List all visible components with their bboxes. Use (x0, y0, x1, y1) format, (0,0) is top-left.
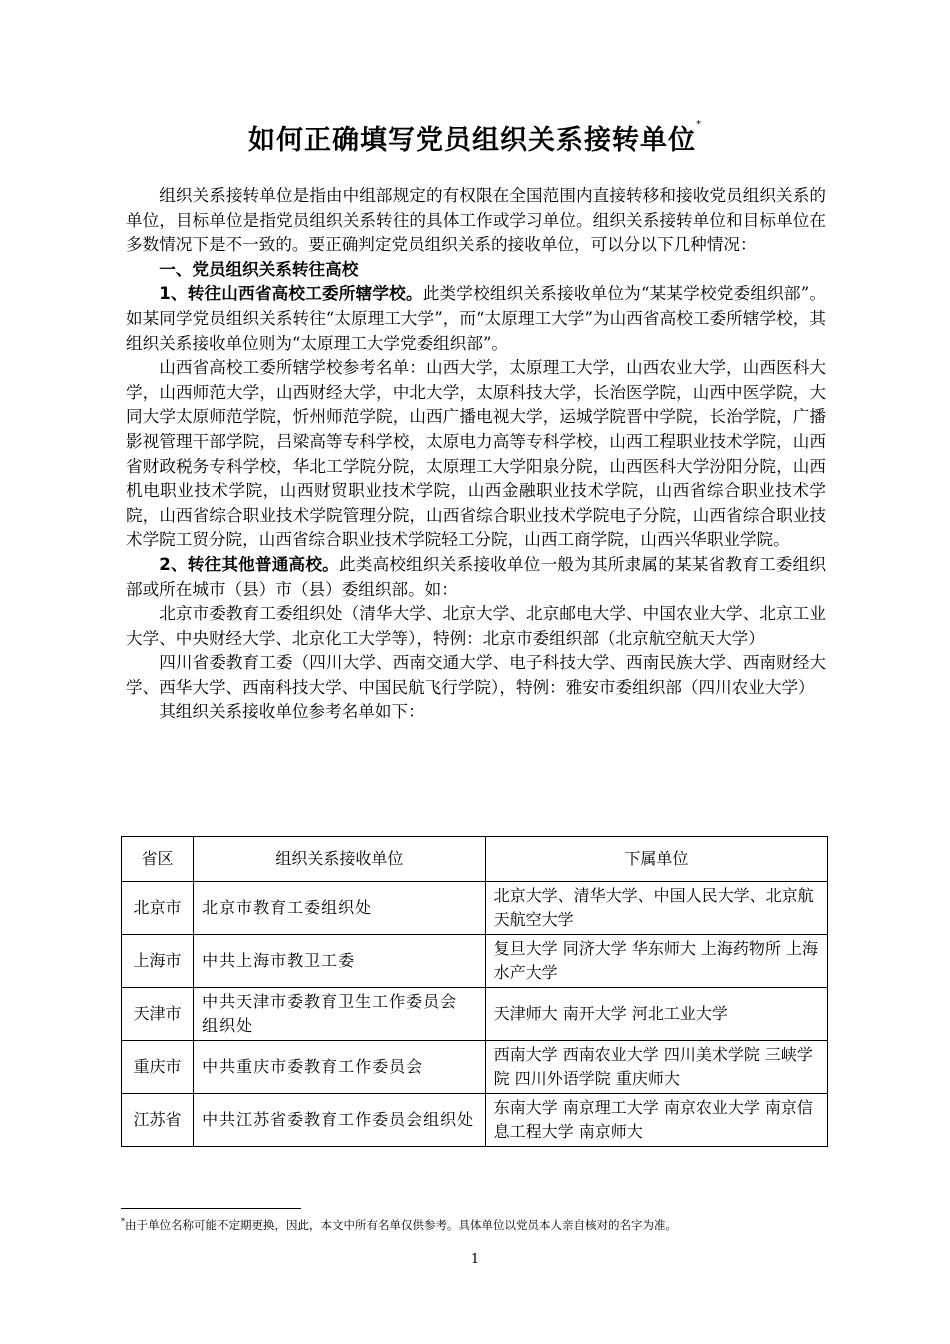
body-text (126, 184, 826, 725)
table-row (122, 935, 828, 988)
table-header-row (122, 837, 828, 882)
subordinates-cell: 复旦大学 同济大学 华东师大 上海药物所 上海水产大学 (485, 935, 827, 988)
province-cell: 北京市 (122, 882, 194, 935)
subsection-1-lead: 1、转往山西省高校工委所辖学校。 (159, 284, 423, 304)
subordinates-cell: 天津师大 南开大学 河北工业大学 (485, 988, 827, 1041)
header-subordinate-units: 下属单位 (485, 837, 827, 882)
footnote-marker: * (696, 119, 702, 130)
subordinates-cell: 东南大学 南京理工大学 南京农业大学 南京信息工程大学 南京师大 (485, 1094, 827, 1147)
subsection-2 (126, 553, 826, 602)
page-number: 1 (470, 1252, 480, 1267)
footnote-text: 由于单位名称可能不定期更换，因此，本文中所有名单仅供参考。具体单位以党员本人亲自核对的名字为准。 (125, 1217, 677, 1232)
footnote (121, 1214, 841, 1233)
table-row (122, 882, 828, 935)
title-text: 如何正确填写党员组织关系接转单位 (248, 125, 696, 156)
subsection-2-text: 此类高校组织关系接收单位一般为其所隶属的某某省教育工委组织部或所在城市（县）市（县）委组织部。如： (126, 554, 827, 599)
header-receiving-unit: 组织关系接收单位 (194, 837, 486, 882)
subordinates-cell: 西南大学 西南农业大学 四川美术学院 三峡学院 四川外语学院 重庆师大 (485, 1041, 827, 1094)
intro-paragraph: 组织关系接转单位是指由中组部规定的有权限在全国范围内直接转移和接收党员组织关系的单位，目标单位是指党员组织关系转往的具体工作或学习单位。组织关系接转单位和目标单位在多数情况下是不一致的。要正确判定党员组织关系的接收单位，可以分以下几种情况： (126, 186, 826, 255)
page-title (0, 118, 950, 157)
table-row (122, 1041, 828, 1094)
unit-cell: 北京市教育工委组织处 (194, 882, 486, 935)
province-cell: 上海市 (122, 935, 194, 988)
header-province: 省区 (122, 837, 194, 882)
footnote-divider (121, 1208, 301, 1209)
table-row (122, 1094, 828, 1147)
subsection-2-lead: 2、转往其他普通高校。 (159, 554, 339, 574)
footnote-ref: * (121, 1217, 125, 1226)
province-cell: 重庆市 (122, 1041, 194, 1094)
subordinates-cell: 北京大学、清华大学、中国人民大学、北京航天航空大学 (485, 882, 827, 935)
beijing-example: 北京市委教育工委组织处（清华大学、北京大学、北京邮电大学、中国农业大学、北京工业大学、中央财经大学、北京化工大学等），特例：北京市委组织部（北京航空航天大学） (126, 604, 826, 648)
unit-cell: 中共重庆市委教育工作委员会 (194, 1041, 486, 1094)
table-intro: 其组织关系接收单位参考名单如下： (159, 702, 425, 722)
unit-cell: 中共江苏省委教育工作委员会组织处 (194, 1094, 486, 1147)
unit-cell: 中共天津市委教育卫生工作委员会 组织处 (194, 988, 486, 1041)
shanxi-school-list: 山西省高校工委所辖学校参考名单：山西大学，太原理工大学，山西农业大学，山西医科大学，山西师范大学，山西财经大学，中北大学，太原科技大学，长治医学院，山西中医学院，大同大学太原师范学院，忻州师范学院，山西广播电视大学，运城学院晋中学院，长治学院，广播影视管理干部学院，吕梁高等专科学校，太原电力高等专科学校，山西工程职业技术学院，山西省财政税务专科学校，华北工学院分院，太原理工大学阳泉分院，山西医科大学汾阳分院，山西机电职业技术学院，山西财贸职业技术学院，山西金融职业技术学院，山西省综合职业技术学院，山西省综合职业技术学院管理分院，山西省综合职业技术学院电子分院，山西省综合职业技术学院工贸分院，山西省综合职业技术学院轻工分院，山西工商学院，山西兴华职业学院。 (126, 358, 826, 550)
section-heading: 一、党员组织关系转往高校 (159, 259, 359, 279)
receiving-units-table (121, 836, 828, 1147)
unit-cell: 中共上海市教卫工委 (194, 935, 486, 988)
province-cell: 江苏省 (122, 1094, 194, 1147)
province-cell: 天津市 (122, 988, 194, 1041)
sichuan-example: 四川省委教育工委（四川大学、西南交通大学、电子科技大学、西南民族大学、西南财经大学、西华大学、西南科技大学、中国民航飞行学院），特例：雅安市委组织部（四川农业大学） (126, 653, 826, 697)
table-row (122, 988, 828, 1041)
subsection-1 (126, 282, 826, 356)
subsection-1-text: 此类学校组织关系接收单位为“某某学校党委组织部”。如某同学党员组织关系转往“太原理工大学”，而“太原理工大学”为山西省高校工委所辖学校，其组织关系接收单位则为“太原理工大学党委组织部”。 (126, 284, 826, 353)
